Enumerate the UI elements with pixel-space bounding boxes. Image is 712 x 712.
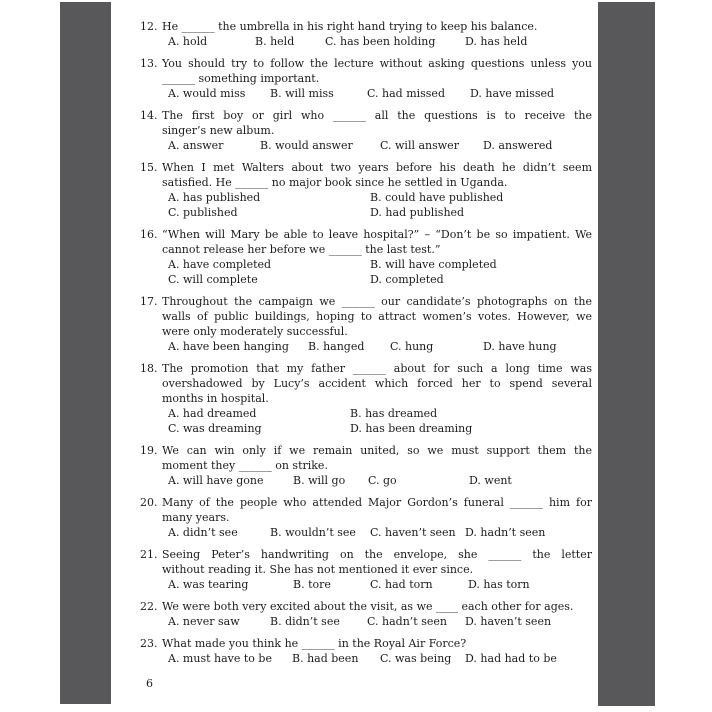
question-text-line: satisfied. He ______ no major book since he settled in Uganda.	[162, 176, 508, 189]
option-d: D. have missed	[470, 87, 555, 100]
answer-options	[168, 257, 592, 287]
page-number: 6	[146, 677, 153, 690]
answer-options	[168, 86, 592, 101]
question-14	[140, 108, 592, 153]
option-c: C. hadn’t seen	[367, 615, 447, 628]
option-b: B. wouldn’t see	[270, 526, 356, 539]
option-a: A. was tearing	[168, 578, 249, 591]
option-d: D. had published	[370, 206, 465, 219]
question-text-line: He ______ the umbrella in his right hand trying to keep his balance.	[162, 20, 538, 33]
question-text-line: What made you think he ______ in the Royal Air Force?	[162, 637, 467, 650]
question-12	[140, 19, 592, 49]
option-b: B. will miss	[270, 87, 334, 100]
question-19	[140, 443, 592, 488]
option-c: C. will complete	[168, 273, 258, 286]
option-c: C. had missed	[367, 87, 445, 100]
option-d: D. had had to be	[465, 652, 557, 665]
option-d: D. went	[469, 474, 512, 487]
option-c: C. was being	[380, 652, 452, 665]
question-text-line: Seeing Peter’s handwriting on the envelope, she ______ the letter	[162, 548, 592, 561]
question-text-line: months in hospital.	[162, 392, 269, 405]
option-a: A. didn’t see	[168, 526, 238, 539]
option-d: D. answered	[483, 139, 553, 152]
question-text-line: We were both very excited about the visit, as we ____ each other for ages.	[162, 600, 574, 613]
answer-options	[168, 190, 592, 220]
option-a: A. must have to be	[168, 652, 272, 665]
answer-options	[168, 406, 592, 436]
question-number: 17.	[140, 295, 158, 308]
option-d: D. has torn	[468, 578, 530, 591]
answer-options	[168, 339, 592, 354]
answer-options	[168, 473, 592, 488]
option-a: A. have been hanging	[168, 340, 289, 353]
option-b: B. would answer	[260, 139, 353, 152]
option-b: B. could have published	[370, 191, 504, 204]
answer-options	[168, 525, 592, 540]
question-18	[140, 361, 592, 436]
option-c: C. haven’t seen	[370, 526, 456, 539]
option-a: A. had dreamed	[168, 407, 257, 420]
question-text-line: singer’s new album.	[162, 124, 275, 137]
option-c: C. go	[368, 474, 397, 487]
answer-options	[168, 138, 592, 153]
question-17	[140, 294, 592, 354]
option-d: D. has held	[465, 35, 528, 48]
question-number: 13.	[140, 57, 158, 70]
question-text-line: When I met Walters about two years before his death he didn’t seem	[162, 161, 592, 174]
option-a: A. would miss	[168, 87, 246, 100]
answer-options	[168, 34, 592, 49]
question-text-line: “When will Mary be able to leave hospital?” – “Don’t be so impatient. We	[162, 228, 592, 241]
option-d: D. haven’t seen	[465, 615, 552, 628]
option-b: B. tore	[293, 578, 331, 591]
question-text-line: many years.	[162, 511, 230, 524]
question-number: 21.	[140, 548, 158, 561]
question-text-line: You should try to follow the lecture without asking questions unless you	[162, 57, 592, 70]
question-number: 23.	[140, 637, 158, 650]
question-number: 14.	[140, 109, 158, 122]
option-b: B. hanged	[308, 340, 365, 353]
option-c: C. had torn	[370, 578, 433, 591]
question-number: 19.	[140, 444, 158, 457]
answer-options	[168, 614, 592, 629]
option-b: B. has dreamed	[350, 407, 438, 420]
option-c: C. hung	[390, 340, 434, 353]
question-text-line: The first boy or girl who ______ all the questions is to receive the	[162, 109, 592, 122]
option-b: B. had been	[292, 652, 359, 665]
answer-options	[168, 577, 592, 592]
question-23	[140, 636, 592, 666]
question-text-line: overshadowed by Lucy’s accident which forced her to spend several	[162, 377, 592, 390]
question-text-line: cannot release her before we ______ the last test.”	[162, 243, 441, 256]
answer-options	[168, 651, 592, 666]
option-a: A. hold	[168, 35, 208, 48]
scan-border-left	[60, 2, 111, 704]
question-number: 22.	[140, 600, 158, 613]
question-20	[140, 495, 592, 540]
option-c: C. published	[168, 206, 238, 219]
question-text-line: We can win only if we remain united, so we must support them the	[162, 444, 592, 457]
scan-border-right	[598, 2, 655, 706]
question-text-line: Many of the people who attended Major Gordon’s funeral ______ him for	[162, 496, 592, 509]
option-b: B. will go	[293, 474, 346, 487]
question-number: 16.	[140, 228, 158, 241]
option-b: B. will have completed	[370, 258, 497, 271]
question-text-line: were only moderately successful.	[162, 325, 348, 338]
question-number: 12.	[140, 20, 158, 33]
question-number: 18.	[140, 362, 158, 375]
option-a: A. will have gone	[168, 474, 264, 487]
option-c: C. will answer	[380, 139, 459, 152]
option-c: C. was dreaming	[168, 422, 262, 435]
option-a: A. has published	[168, 191, 261, 204]
question-text-line: ______ something important.	[162, 72, 320, 85]
option-d: D. have hung	[483, 340, 557, 353]
test-question-list	[140, 19, 592, 691]
option-d: D. completed	[370, 273, 444, 286]
question-number: 20.	[140, 496, 158, 509]
question-text-line: without reading it. She has not mentioned it ever since.	[162, 563, 474, 576]
option-c: C. has been holding	[325, 35, 436, 48]
question-21	[140, 547, 592, 592]
question-13	[140, 56, 592, 101]
question-22	[140, 599, 592, 629]
question-text-line: The promotion that my father ______ about for such a long time was	[162, 362, 592, 375]
question-16	[140, 227, 592, 287]
option-b: B. didn’t see	[270, 615, 340, 628]
option-d: D. hadn’t seen	[465, 526, 546, 539]
question-text-line: Throughout the campaign we ______ our candidate’s photographs on the	[162, 295, 592, 308]
option-a: A. answer	[168, 139, 224, 152]
option-a: A. have completed	[168, 258, 272, 271]
option-a: A. never saw	[168, 615, 240, 628]
option-d: D. has been dreaming	[350, 422, 473, 435]
option-b: B. held	[255, 35, 295, 48]
question-text-line: moment they ______ on strike.	[162, 459, 328, 472]
question-text-line: walls of public buildings, hoping to attract women’s votes. However, we	[162, 310, 592, 323]
question-15	[140, 160, 592, 220]
question-number: 15.	[140, 161, 158, 174]
